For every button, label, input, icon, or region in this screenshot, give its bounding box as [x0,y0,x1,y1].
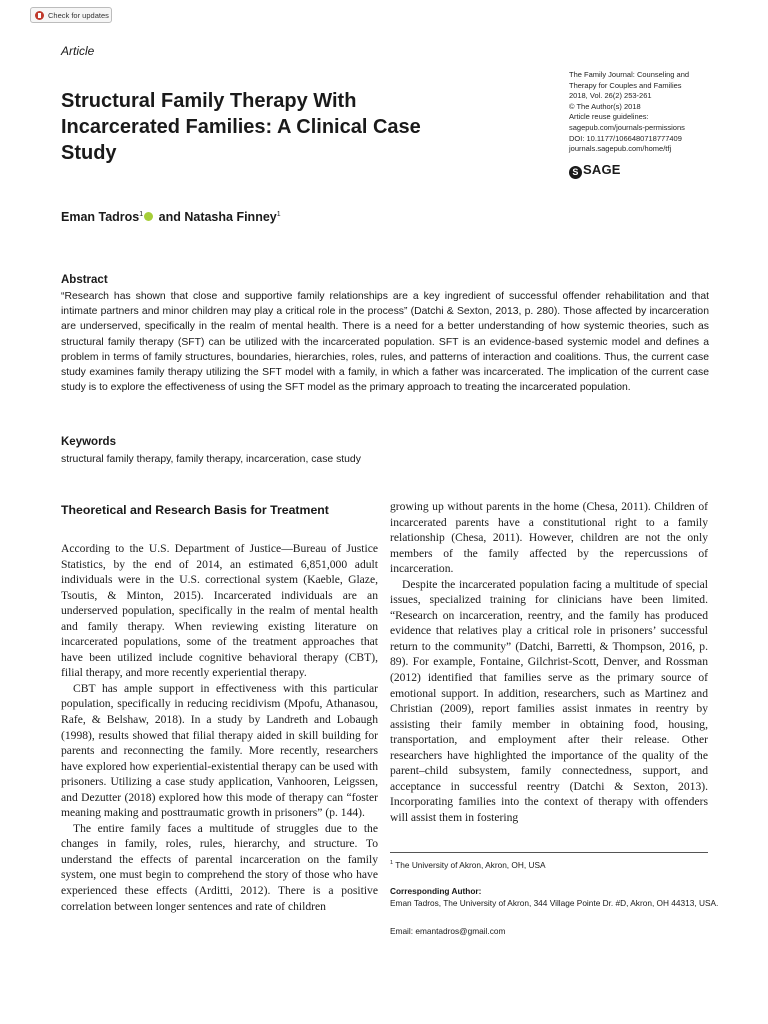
copyright: © The Author(s) 2018 [569,101,641,111]
body-column-right [390,499,708,825]
check-for-updates-button[interactable] [30,7,112,23]
affiliation-text: The University of Akron, Akron, OH, USA [393,860,546,870]
body-paragraph: growing up without parents in the home (Chesa, 2011). Children of incarcerated parents have a constitutional right to a family relationship (Chesa, 2011). However, children are not the only members of the family affected by the repercussions of incarceration. [390,500,708,576]
footnote-divider [390,852,708,853]
reuse-guidelines-label: Article reuse guidelines: [569,112,649,122]
affiliation-marker: 1 [390,860,394,867]
body-paragraph: CBT has ample support in effectiveness with this particular population, specifically in reducing recidivism (Mpofu, Athanasou, Rafe, & Belshaw, 2018). In a study by Landreth and Lobaugh (1998), results showed that filial therapy aided in skill building for parents and reconnecting the family. More recently, researchers have explored how experiential-existential therapy can be used with prisoners. Utilizing a case study application, Vanhooren, Leigssen, and Dezutter (2018) explored how this mode of therapy can “foster meaning making and posttraumatic growth in prisoners” (p. 144). [61,681,378,820]
corresponding-author-email[interactable]: Email: emantadros@gmail.com [390,926,506,936]
sage-logo-text: SAGE [583,162,621,177]
sage-logo [569,162,621,179]
body-paragraph: The entire family faces a multitude of struggles due to the changes in family, roles, rules, hierarchy, and structure. To understand the effects of parental incarceration on the family system, one must begin to comprehend the story of those who have experienced these effects (Arditti, 2012). There is a positive correlation between longer sentences and rate of children [61,821,378,913]
journal-name-line-1: The Family Journal: Counseling and [569,70,690,79]
article-title: Structural Family Therapy With Incarcerated Families: A Clinical Case Study [61,90,421,164]
journal-home-link[interactable]: journals.sagepub.com/home/tfj [569,144,672,154]
journal-volume: 2018, Vol. 26(2) 253-261 [569,91,652,101]
keywords-heading: Keywords [61,436,116,448]
section-heading: Theoretical and Research Basis for Treatment [61,503,329,517]
author-name: Natasha Finney [184,210,277,224]
crossmark-icon [35,11,44,20]
orcid-icon[interactable] [144,212,153,221]
abstract-heading: Abstract [61,274,108,286]
corresponding-author-heading: Corresponding Author: [390,886,482,896]
journal-info [569,70,744,155]
permissions-link[interactable]: sagepub.com/journals-permissions [569,122,685,132]
body-paragraph: According to the U.S. Department of Justice—Bureau of Justice Statistics, by the end of 2014, an estimated 6,851,000 adult individuals were in the U.S. correctional system (Kaeble, Glaze, Tsoutis, & Minton, 2015). Incarcerated individuals are an underserved population, specifically in the realm of mental health and family therapy. When reviewing existing literature on incarcerated populations, some of the treatment approaches that have been utilized include cognitive behavioral therapy (CBT), filial therapy, and more recently experiential therapy. [61,542,378,680]
author-affiliation-marker: 1 [139,210,144,218]
body-column-left [61,541,378,914]
corresponding-author-address: Eman Tadros, The University of Akron, 344 Village Pointe Dr. #D, Akron, OH 44313, USA. [390,898,719,908]
keywords-text: structural family therapy, family therapy, incarceration, case study [61,454,361,465]
sage-logo-icon: S [569,166,582,179]
body-paragraph: Despite the incarcerated population facing a multitude of special issues, specialized training for clinicians have been limited. “Research on incarceration, reentry, and the family has produced evidence that relatives play a critical role in prisoners’ successful return to the community” (Datchi, Barretti, & Thompson, 2016, p. 89). For example, Fontaine, Gilchrist-Scott, Denver, and Rossman (2012) identified that families serve as the primary source of emotional support. In addition, researchers, such as Martinez and Christian (2009), report families assist inmates in reentry by assisting their family member in obtaining food, housing, transportation, and employment after their release. Other researchers have highlighted the importance of the quality of the parent–child subsystem, family connectedness, support, and acceptance in successful reentry (Datchi & Sexton, 2013). Incorporating families into the context of therapy with offenders will assist them in fostering [390,577,708,824]
author-name: Eman Tadros [61,210,140,224]
author-conjunction: and [155,210,185,224]
doi-link[interactable]: DOI: 10.1177/1066480718777409 [569,133,682,143]
author-list [61,210,281,224]
affiliation-footnote [390,860,546,870]
article-type-label: Article [61,44,95,58]
check-for-updates-label: Check for updates [48,11,109,20]
author-affiliation-marker: 1 [276,210,281,218]
abstract-text: “Research has shown that close and supportive family relationships are a key ingredient of successful offender rehabilitation and that intimate partners and minor children may play a critical role in the process” (Datchi & Sexton, 2013, p. 280). Those affected by incarceration are underserved, specifically in the realm of mental health. There is a need for a better understanding of how systemic theories, such as structural family therapy (SFT) can be utilized with the incarcerated population. SFT is an evidence-based systemic model and defines a problem in terms of family structures, boundaries, hierarchies, roles, rules, and patterns of interaction and coalitions. Thus, the current case study examines family therapy utilizing the SFT model with a family, in which a father was incarcerated. The implication of the current case study is to explore the effectiveness of using the SFT model as the primary approach to treating the incarcerated population. [61,291,709,394]
journal-name-line-2: Therapy for Couples and Families [569,80,682,90]
